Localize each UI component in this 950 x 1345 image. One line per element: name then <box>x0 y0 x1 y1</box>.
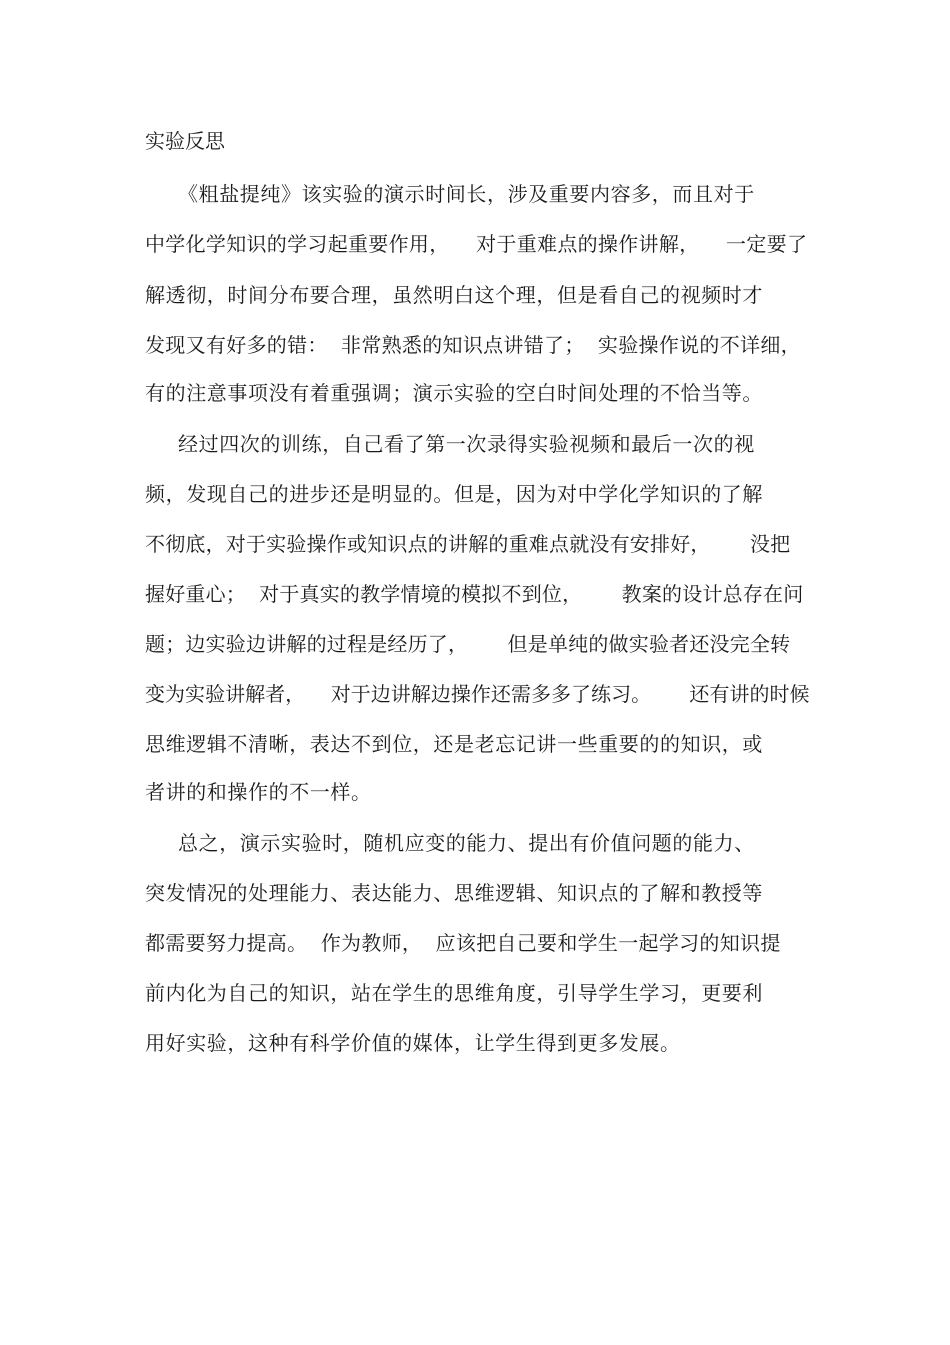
paragraph-line: 发现又有好多的错： 非常熟悉的知识点讲错了； 实验操作说的不详细， <box>145 333 801 357</box>
paragraph-line: 《粗盐提纯》该实验的演示时间长，涉及重要内容多，而且对于 <box>178 182 755 206</box>
paragraph-line: 不彻底，对于实验操作或知识点的讲解的重难点就没有安排好， 没把 <box>145 532 791 556</box>
paragraph-line: 用好实验，这种有科学价值的媒体，让学生得到更多发展。 <box>145 1031 681 1055</box>
paragraph-line: 突发情况的处理能力、表达能力、思维逻辑、知识点的了解和教授等 <box>145 881 763 905</box>
paragraph-line: 前内化为自己的知识，站在学生的思维角度，引导学生学习，更要利 <box>145 981 763 1005</box>
paragraph-line: 总之，演示实验时，随机应变的能力、提出有价值问题的能力、 <box>178 831 755 855</box>
paragraph-line: 有的注意事项没有着重强调；演示实验的空白时间处理的不恰当等。 <box>145 381 763 405</box>
paragraph-line: 变为实验讲解者， 对于边讲解边操作还需多多了练习。 还有讲的时候 <box>145 682 810 706</box>
paragraph-line: 握好重心； 对于真实的教学情境的模拟不到位， 教案的设计总存在问 <box>145 582 804 606</box>
document-title: 实验反思 <box>145 129 225 153</box>
paragraph-line: 都需要努力提高。 作为教师， 应该把自己要和学生一起学习的知识提 <box>145 931 781 955</box>
paragraph-line: 解透彻，时间分布要合理，虽然明白这个理，但是看自己的视频时才 <box>145 283 763 307</box>
paragraph-line: 经过四次的训练，自己看了第一次录得实验视频和最后一次的视 <box>178 432 755 456</box>
paragraph-line: 中学化学知识的学习起重要作用， 对于重难点的操作讲解， 一定要了 <box>145 232 808 256</box>
paragraph-line: 频，发现自己的进步还是明显的。但是，因为对中学化学知识的了解 <box>145 482 763 506</box>
paragraph-line: 者讲的和操作的不一样。 <box>145 780 372 804</box>
paragraph-line: 思维逻辑不清晰，表达不到位，还是老忘记讲一些重要的的知识，或 <box>145 732 763 756</box>
paragraph-line: 题；边实验边讲解的过程是经历了， 但是单纯的做实验者还没完全转 <box>145 632 791 656</box>
